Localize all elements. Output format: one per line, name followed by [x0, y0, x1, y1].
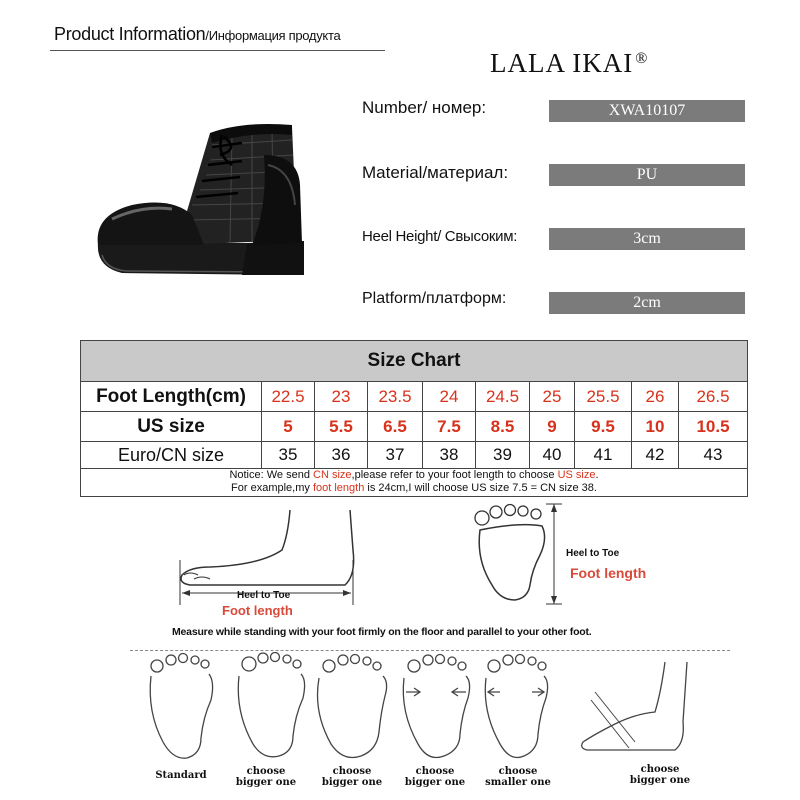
fit-label-line: bigger one	[235, 777, 297, 788]
foot-types-illustration	[135, 652, 735, 764]
side-heel-to-toe-label: Heel to Toe	[237, 590, 291, 601]
notice-text: ,please refer to your foot length to choose	[351, 469, 558, 481]
spec-label-heel: Heel Height/ Cвысоким:	[362, 228, 518, 245]
fit-label-2	[228, 766, 304, 788]
table-cell: 5	[262, 412, 315, 441]
fit-label-line: choose	[246, 766, 286, 777]
spec-label-number: Number/ номер:	[362, 98, 487, 117]
table-cell: 7.5	[423, 412, 476, 441]
notice-line-2	[81, 482, 747, 495]
table-row	[81, 382, 747, 412]
table-cell: 38	[423, 442, 476, 468]
table-cell: 40	[530, 442, 575, 468]
table-cell: 25	[530, 382, 575, 411]
table-cell: 26.5	[696, 387, 730, 406]
fit-label-line: choose	[498, 766, 538, 777]
registered-mark: ®	[635, 50, 649, 67]
table-cell: 41	[575, 442, 632, 468]
fit-label-line: bigger one	[321, 777, 383, 788]
table-cell: 37	[368, 442, 423, 468]
dashed-separator	[130, 650, 730, 651]
fit-label-4	[397, 766, 473, 788]
table-cell: 6.5	[368, 412, 423, 441]
title-en: Product Information	[54, 24, 206, 44]
fit-label-line: bigger one	[404, 777, 466, 788]
table-cell: 24	[423, 382, 476, 411]
spec-value-heel: 3cm	[549, 228, 745, 250]
top-foot-length-label: Foot length	[570, 565, 647, 581]
notice-text: is 24cm,I will choose US size 7.5 = CN size 38.	[364, 482, 597, 494]
top-heel-to-toe-label: Heel to Toe	[566, 548, 620, 559]
table-cell: 22.5	[262, 382, 315, 411]
size-chart-table	[80, 340, 748, 497]
table-cell: 43	[703, 445, 723, 464]
brand-logo	[490, 48, 648, 79]
fit-label-standard	[143, 770, 219, 781]
title-ru: /Информация продукта	[205, 28, 341, 43]
notice-highlight: US size	[557, 469, 596, 481]
table-cell: 42	[632, 442, 679, 468]
table-cell: 10.5	[696, 417, 730, 436]
row-label-foot-length: Foot Length(cm)	[81, 382, 262, 411]
row-label-us-size: US size	[81, 412, 262, 441]
fit-label-6	[622, 764, 698, 786]
fit-label-3	[314, 766, 390, 788]
brand-name: LALA IKAI	[490, 48, 634, 78]
table-cell: 9.5	[575, 412, 632, 441]
side-foot-length-label: Foot length	[222, 603, 293, 618]
spec-label-platform: Platform/платформ:	[362, 290, 507, 307]
table-cell: 10	[632, 412, 679, 441]
table-cell: 9	[530, 412, 575, 441]
boot-product-image	[92, 115, 314, 285]
notice-text: Notice: We send	[229, 469, 313, 481]
notice-text: For example,my	[231, 482, 313, 494]
table-cell: 26	[632, 382, 679, 411]
fit-label-line: Standard	[155, 770, 207, 781]
table-cell: 24.5	[476, 382, 530, 411]
fit-label-line: smaller one	[485, 777, 551, 788]
table-cell: 39	[476, 442, 530, 468]
table-cell: 8.5	[476, 412, 530, 441]
size-chart-title: Size Chart	[81, 341, 747, 382]
notice-highlight: foot length	[312, 482, 365, 494]
notice-highlight: CN size	[313, 469, 352, 481]
spec-value-material: PU	[549, 164, 745, 186]
measure-instruction: Measure while standing with your foot firmly on the floor and parallel to your other foot.	[172, 626, 592, 638]
fit-label-line: choose	[332, 766, 372, 777]
fit-label-line: choose	[415, 766, 455, 777]
spec-value-number: XWA10107	[549, 100, 745, 122]
table-cell: 23.5	[368, 382, 423, 411]
title-underline	[50, 50, 385, 51]
table-cell: 36	[315, 442, 368, 468]
notice-text: .	[595, 469, 599, 481]
spec-value-platform: 2cm	[549, 292, 745, 314]
table-cell: 23	[315, 382, 368, 411]
table-row	[81, 412, 747, 442]
fit-label-line: choose	[640, 764, 680, 775]
row-label-euro-cn: Euro/CN size	[81, 442, 262, 468]
table-cell: 5.5	[315, 412, 368, 441]
fit-label-line: bigger one	[629, 775, 691, 786]
table-cell: 35	[262, 442, 315, 468]
top-foot-diagram	[470, 500, 570, 610]
table-cell: 25.5	[575, 382, 632, 411]
notice-line-1	[81, 469, 747, 482]
spec-label-material: Material/материал:	[362, 163, 509, 182]
size-notice	[81, 469, 747, 495]
product-info-title	[54, 24, 340, 45]
table-row	[81, 442, 747, 469]
fit-label-5	[480, 766, 556, 788]
